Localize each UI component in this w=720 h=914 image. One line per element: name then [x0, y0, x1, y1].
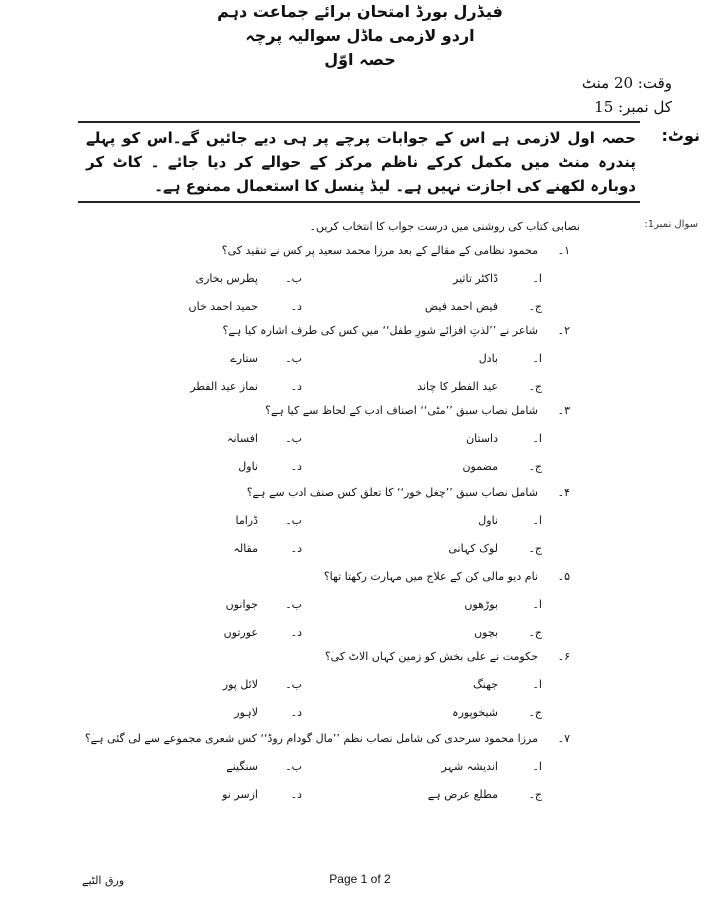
option-text[interactable]: عورتوں [223, 626, 258, 639]
section-instruction: نصابی کتاب کی روشنی میں درست جواب کا انتخاب کریں۔ [309, 220, 580, 233]
option-letter: ب۔ [285, 678, 302, 691]
bottom-divider [78, 201, 640, 203]
option-text[interactable]: نماز عید الفطر [190, 380, 258, 393]
option-text[interactable]: بچوں [474, 626, 498, 639]
option-text[interactable]: اندیشہ شہر [441, 760, 498, 773]
option-text[interactable]: مقالہ [233, 542, 258, 555]
option-text[interactable]: شیخوپورہ [452, 706, 498, 719]
option-letter: ا۔ [532, 272, 542, 285]
exam-board-title: فیڈرل بورڈ امتحان برائے جماعت دہم [217, 2, 503, 21]
option-letter: د۔ [290, 300, 302, 313]
option-letter: ج۔ [528, 626, 542, 639]
option-text[interactable]: سنگینے [226, 760, 258, 773]
question-number: ۴۔ [557, 486, 570, 499]
question-text: محمود نظامی کے مقالے کے بعد مرزا محمد سعید پر کس نے تنقید کی؟ [221, 244, 538, 257]
option-letter: ا۔ [532, 678, 542, 691]
option-text[interactable]: لاہور [234, 706, 258, 719]
option-text[interactable]: بوڑھوں [464, 598, 498, 611]
option-letter: ج۔ [528, 706, 542, 719]
time-allowed: وقت: 20 منٹ [581, 74, 672, 92]
option-text[interactable]: ناول [478, 514, 498, 527]
option-letter: د۔ [290, 460, 302, 473]
question-text: شاعر نے ’’لذتِ افزائے شورِ طفل‘‘ میں کس کی طرف اشارہ کیا ہے؟ [222, 324, 538, 337]
option-text[interactable]: جھنگ [472, 678, 498, 691]
option-letter: ا۔ [532, 432, 542, 445]
option-text[interactable]: مضمون [462, 460, 498, 473]
option-letter: ج۔ [528, 542, 542, 555]
turn-over-note: ورق الٹیے [82, 874, 125, 887]
option-text[interactable]: بادل [478, 352, 498, 365]
option-letter: ا۔ [532, 598, 542, 611]
total-marks: کل نمبر: 15 [594, 98, 672, 116]
option-text[interactable]: ناول [238, 460, 258, 473]
option-letter: ب۔ [285, 514, 302, 527]
option-text[interactable]: لائل پور [222, 678, 258, 691]
option-text[interactable]: عید الفطر کا چاند [417, 380, 498, 393]
option-text[interactable]: ڈاکٹر تاثیر [453, 272, 498, 285]
question-text: مرزا محمود سرحدی کی شامل نصاب نظم ’’مال گودام روڈ‘‘ کس شعری مجموعے سے لی گئی ہے؟ [84, 732, 538, 745]
question-text: شامل نصاب سبق ’’مٹی‘‘ اصناف ادب کے لحاظ سے کیا ہے؟ [265, 404, 538, 417]
option-text[interactable]: داستان [466, 432, 498, 445]
option-text[interactable]: افسانہ [227, 432, 258, 445]
top-divider [78, 121, 640, 123]
option-text[interactable]: ڈراما [235, 514, 258, 527]
option-text[interactable]: جوانوں [225, 598, 258, 611]
question-number: ۶۔ [557, 650, 570, 663]
part-title: حصہ اوّل [324, 50, 396, 69]
option-letter: ا۔ [532, 514, 542, 527]
option-letter: ا۔ [532, 352, 542, 365]
option-letter: ب۔ [285, 760, 302, 773]
option-letter: ب۔ [285, 598, 302, 611]
option-text[interactable]: مطلع عرض ہے [427, 788, 498, 801]
option-text[interactable]: ازسر نو [222, 788, 258, 801]
option-letter: ج۔ [528, 788, 542, 801]
option-letter: د۔ [290, 380, 302, 393]
option-text[interactable]: حمید احمد خاں [188, 300, 258, 313]
question-text: حکومت نے علی بخش کو زمین کہاں الاٹ کی؟ [324, 650, 538, 663]
option-text[interactable]: پطرس بخاری [195, 272, 258, 285]
option-text[interactable]: فیض احمد فیض [424, 300, 498, 313]
option-letter: ب۔ [285, 432, 302, 445]
page-number: Page 1 of 2 [329, 872, 391, 886]
option-letter: ب۔ [285, 352, 302, 365]
option-text[interactable]: ستارے [230, 352, 258, 365]
question-number: ۳۔ [557, 404, 570, 417]
note-label: نوٹ: [661, 126, 700, 145]
question-text: شامل نصاب سبق ’’چغل خور‘‘ کا تعلق کس صنف ادب سے ہے؟ [246, 486, 538, 499]
paper-title: اردو لازمی ماڈل سوالیہ پرچہ [245, 26, 475, 45]
option-letter: د۔ [290, 542, 302, 555]
question-number: ۵۔ [557, 570, 570, 583]
section-label: سوال نمبر1: [644, 219, 698, 230]
option-letter: ج۔ [528, 460, 542, 473]
option-letter: د۔ [290, 706, 302, 719]
question-number: ۷۔ [557, 732, 570, 745]
option-letter: ج۔ [528, 380, 542, 393]
option-letter: د۔ [290, 626, 302, 639]
question-text: نام دیو مالی کن کے علاج میں مہارت رکھتا تھا؟ [323, 570, 538, 583]
question-number: ۲۔ [557, 324, 570, 337]
option-letter: د۔ [290, 788, 302, 801]
option-letter: ب۔ [285, 272, 302, 285]
instructions-note: حصہ اول لازمی ہے اس کے جوابات پرچے پر ہی دیے جائیں گے۔اس کو پہلے پندرہ منٹ میں مکمل کرکے ناظم مرکز کے حوالے کر دیا جائے ۔ کاٹ کر دوبارہ لکھنے کی اجازت نہیں ہے۔ لیڈ پنسل کا استعمال ممنوع ہے۔ [86, 129, 636, 195]
option-text[interactable]: لوک کہانی [448, 542, 498, 555]
option-letter: ج۔ [528, 300, 542, 313]
option-letter: ا۔ [532, 760, 542, 773]
question-number: ۱۔ [557, 244, 570, 257]
